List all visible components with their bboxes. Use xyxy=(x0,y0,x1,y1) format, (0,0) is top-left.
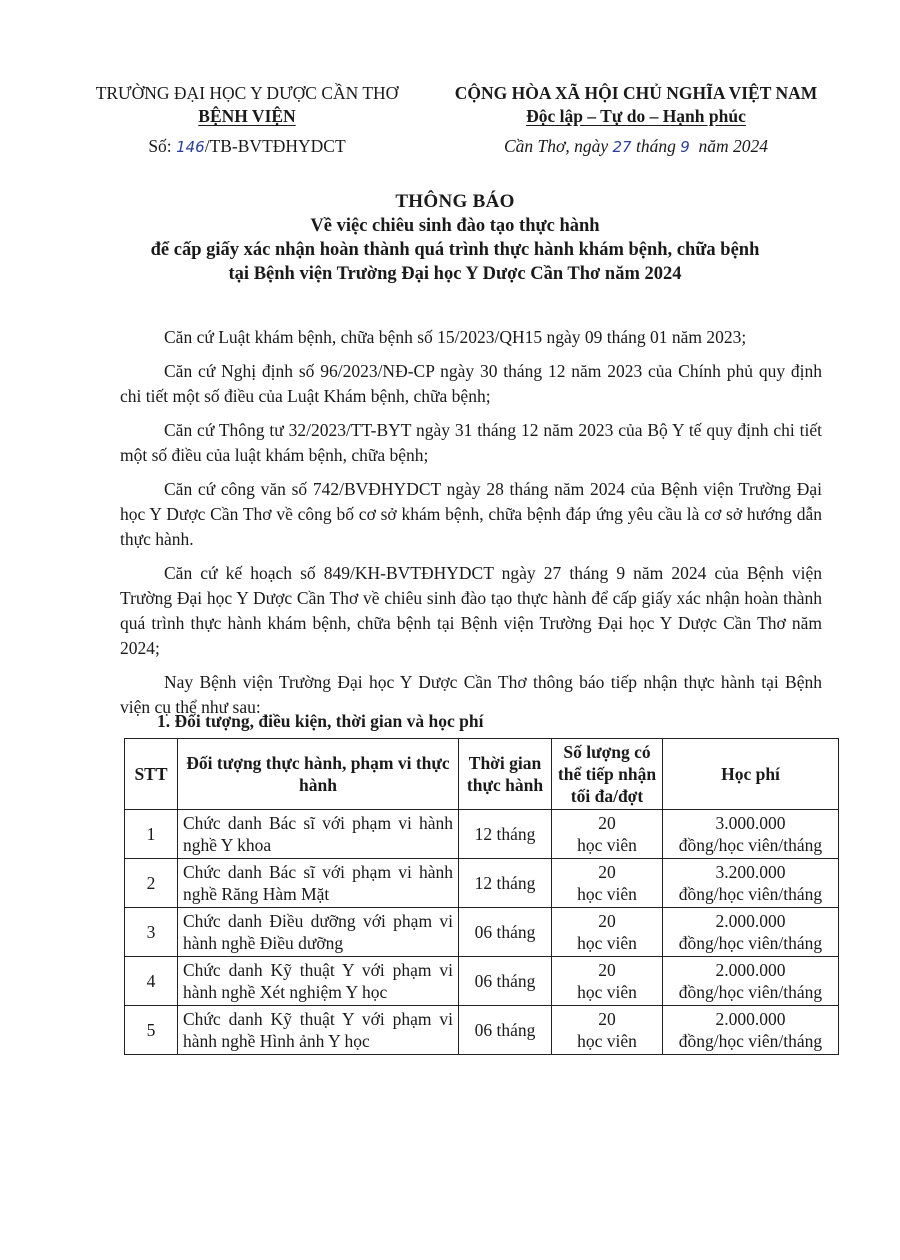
cell-subject: Chức danh Kỹ thuật Y với phạm vi hành nghề Hình ảnh Y học xyxy=(178,1006,459,1055)
section-heading-1: 1. Đối tượng, điều kiện, thời gian và học phí xyxy=(157,711,484,731)
notice-subject-line3: tại Bệnh viện Trường Đại học Y Dược Cần Thơ năm 2024 xyxy=(228,264,682,284)
table-row xyxy=(125,859,839,908)
table-header-row xyxy=(125,739,839,810)
institution-name: TRƯỜNG ĐẠI HỌC Y DƯỢC CẦN THƠ xyxy=(95,83,399,103)
handwritten-number: 146 xyxy=(176,138,205,156)
paragraph-legal-basis-5: Căn cứ kế hoạch số 849/KH-BVTĐHYDCT ngày 27 tháng 9 năm 2024 của Bệnh viện Trường Đại học Y Dược Cần Thơ về chiêu sinh đào tạo thực hành để cấp giấy xác nhận hoàn thành quá trình thực hành khám bệnh, chữa bệnh tại Bệnh viện Trường Đại học Y Dược Cần Thơ năm 2024; xyxy=(120,563,822,658)
cell-capacity: 20 học viên xyxy=(552,859,663,908)
unit-name: BỆNH VIỆN xyxy=(198,106,296,126)
paragraph-legal-basis-1: Căn cứ Luật khám bệnh, chữa bệnh số 15/2023/QH15 ngày 09 tháng 01 năm 2023; xyxy=(164,327,747,347)
cell-capacity: 20 học viên xyxy=(552,908,663,957)
cell-capacity: 20 học viên xyxy=(552,957,663,1006)
cell-subject: Chức danh Kỹ thuật Y với phạm vi hành nghề Xét nghiệm Y học xyxy=(178,957,459,1006)
header-capacity: Số lượng có thể tiếp nhận tối đa/đợt xyxy=(552,739,663,810)
header-subject: Đối tượng thực hành, phạm vi thực hành xyxy=(178,739,459,810)
notice-subject-line1: Về việc chiêu sinh đào tạo thực hành xyxy=(310,216,600,236)
cell-duration: 12 tháng xyxy=(459,859,552,908)
cell-subject: Chức danh Bác sĩ với phạm vi hành nghề Răng Hàm Mặt xyxy=(178,859,459,908)
paragraph-legal-basis-4: Căn cứ công văn số 742/BVĐHYDCT ngày 28 tháng năm 2024 của Bệnh viện Trường Đại học Y Dược Cần Thơ về công bố cơ sở khám bệnh, chữa bệnh đáp ứng yêu cầu là cơ sở hướng dẫn thực hành. xyxy=(120,479,822,549)
header-right xyxy=(430,82,842,159)
handwritten-month: 9 xyxy=(680,138,690,156)
cell-duration: 12 tháng xyxy=(459,810,552,859)
handwritten-day: 27 xyxy=(612,138,632,156)
table-row xyxy=(125,810,839,859)
cell-stt: 5 xyxy=(125,1006,178,1055)
national-motto: Độc lập – Tự do – Hạnh phúc xyxy=(526,106,746,126)
notice-heading: THÔNG BÁO xyxy=(395,191,515,212)
header-duration: Thời gian thực hành xyxy=(459,739,552,810)
table-row xyxy=(125,957,839,1006)
cell-duration: 06 tháng xyxy=(459,908,552,957)
cell-subject: Chức danh Điều dưỡng với phạm vi hành nghề Điều dưỡng xyxy=(178,908,459,957)
notice-title xyxy=(60,190,850,286)
cell-stt: 4 xyxy=(125,957,178,1006)
cell-fee: 2.000.000 đồng/học viên/tháng xyxy=(663,908,839,957)
notice-body xyxy=(120,325,822,729)
cell-fee: 2.000.000 đồng/học viên/tháng xyxy=(663,957,839,1006)
cell-stt: 3 xyxy=(125,908,178,957)
header-left xyxy=(72,82,422,159)
cell-fee: 3.200.000 đồng/học viên/tháng xyxy=(663,859,839,908)
cell-duration: 06 tháng xyxy=(459,1006,552,1055)
nation-name: CỘNG HÒA XÃ HỘI CHỦ NGHĨA VIỆT NAM xyxy=(454,83,818,103)
paragraph-announcement: Nay Bệnh viện Trường Đại học Y Dược Cần Thơ thông báo tiếp nhận thực hành tại Bệnh viện cụ thể như sau: xyxy=(120,672,822,717)
cell-fee: 3.000.000 đồng/học viên/tháng xyxy=(663,810,839,859)
cell-capacity: 20 học viên xyxy=(552,810,663,859)
notice-subject-line2: để cấp giấy xác nhận hoàn thành quá trình thực hành khám bệnh, chữa bệnh xyxy=(150,240,760,260)
table-row xyxy=(125,908,839,957)
cell-fee: 2.000.000 đồng/học viên/tháng xyxy=(663,1006,839,1055)
header-stt: STT xyxy=(125,739,178,810)
table-row xyxy=(125,1006,839,1055)
cell-capacity: 20 học viên xyxy=(552,1006,663,1055)
training-fee-table xyxy=(124,738,839,1055)
header-fee: Học phí xyxy=(663,739,839,810)
cell-stt: 2 xyxy=(125,859,178,908)
paragraph-legal-basis-2: Căn cứ Nghị định số 96/2023/NĐ-CP ngày 30 tháng 12 năm 2023 của Chính phủ quy định chi tiết một số điều của Luật Khám bệnh, chữa bệnh; xyxy=(120,361,822,406)
issue-date: Cần Thơ, ngày 27 tháng 9 năm 2024 xyxy=(503,136,769,156)
document-number: Số: 146/TB-BVTĐHYDCT xyxy=(148,136,346,156)
cell-stt: 1 xyxy=(125,810,178,859)
cell-duration: 06 tháng xyxy=(459,957,552,1006)
paragraph-legal-basis-3: Căn cứ Thông tư 32/2023/TT-BYT ngày 31 tháng 12 năm 2023 của Bộ Y tế quy định chi tiết một số điều của luật khám bệnh, chữa bệnh; xyxy=(120,420,822,465)
cell-subject: Chức danh Bác sĩ với phạm vi hành nghề Y khoa xyxy=(178,810,459,859)
